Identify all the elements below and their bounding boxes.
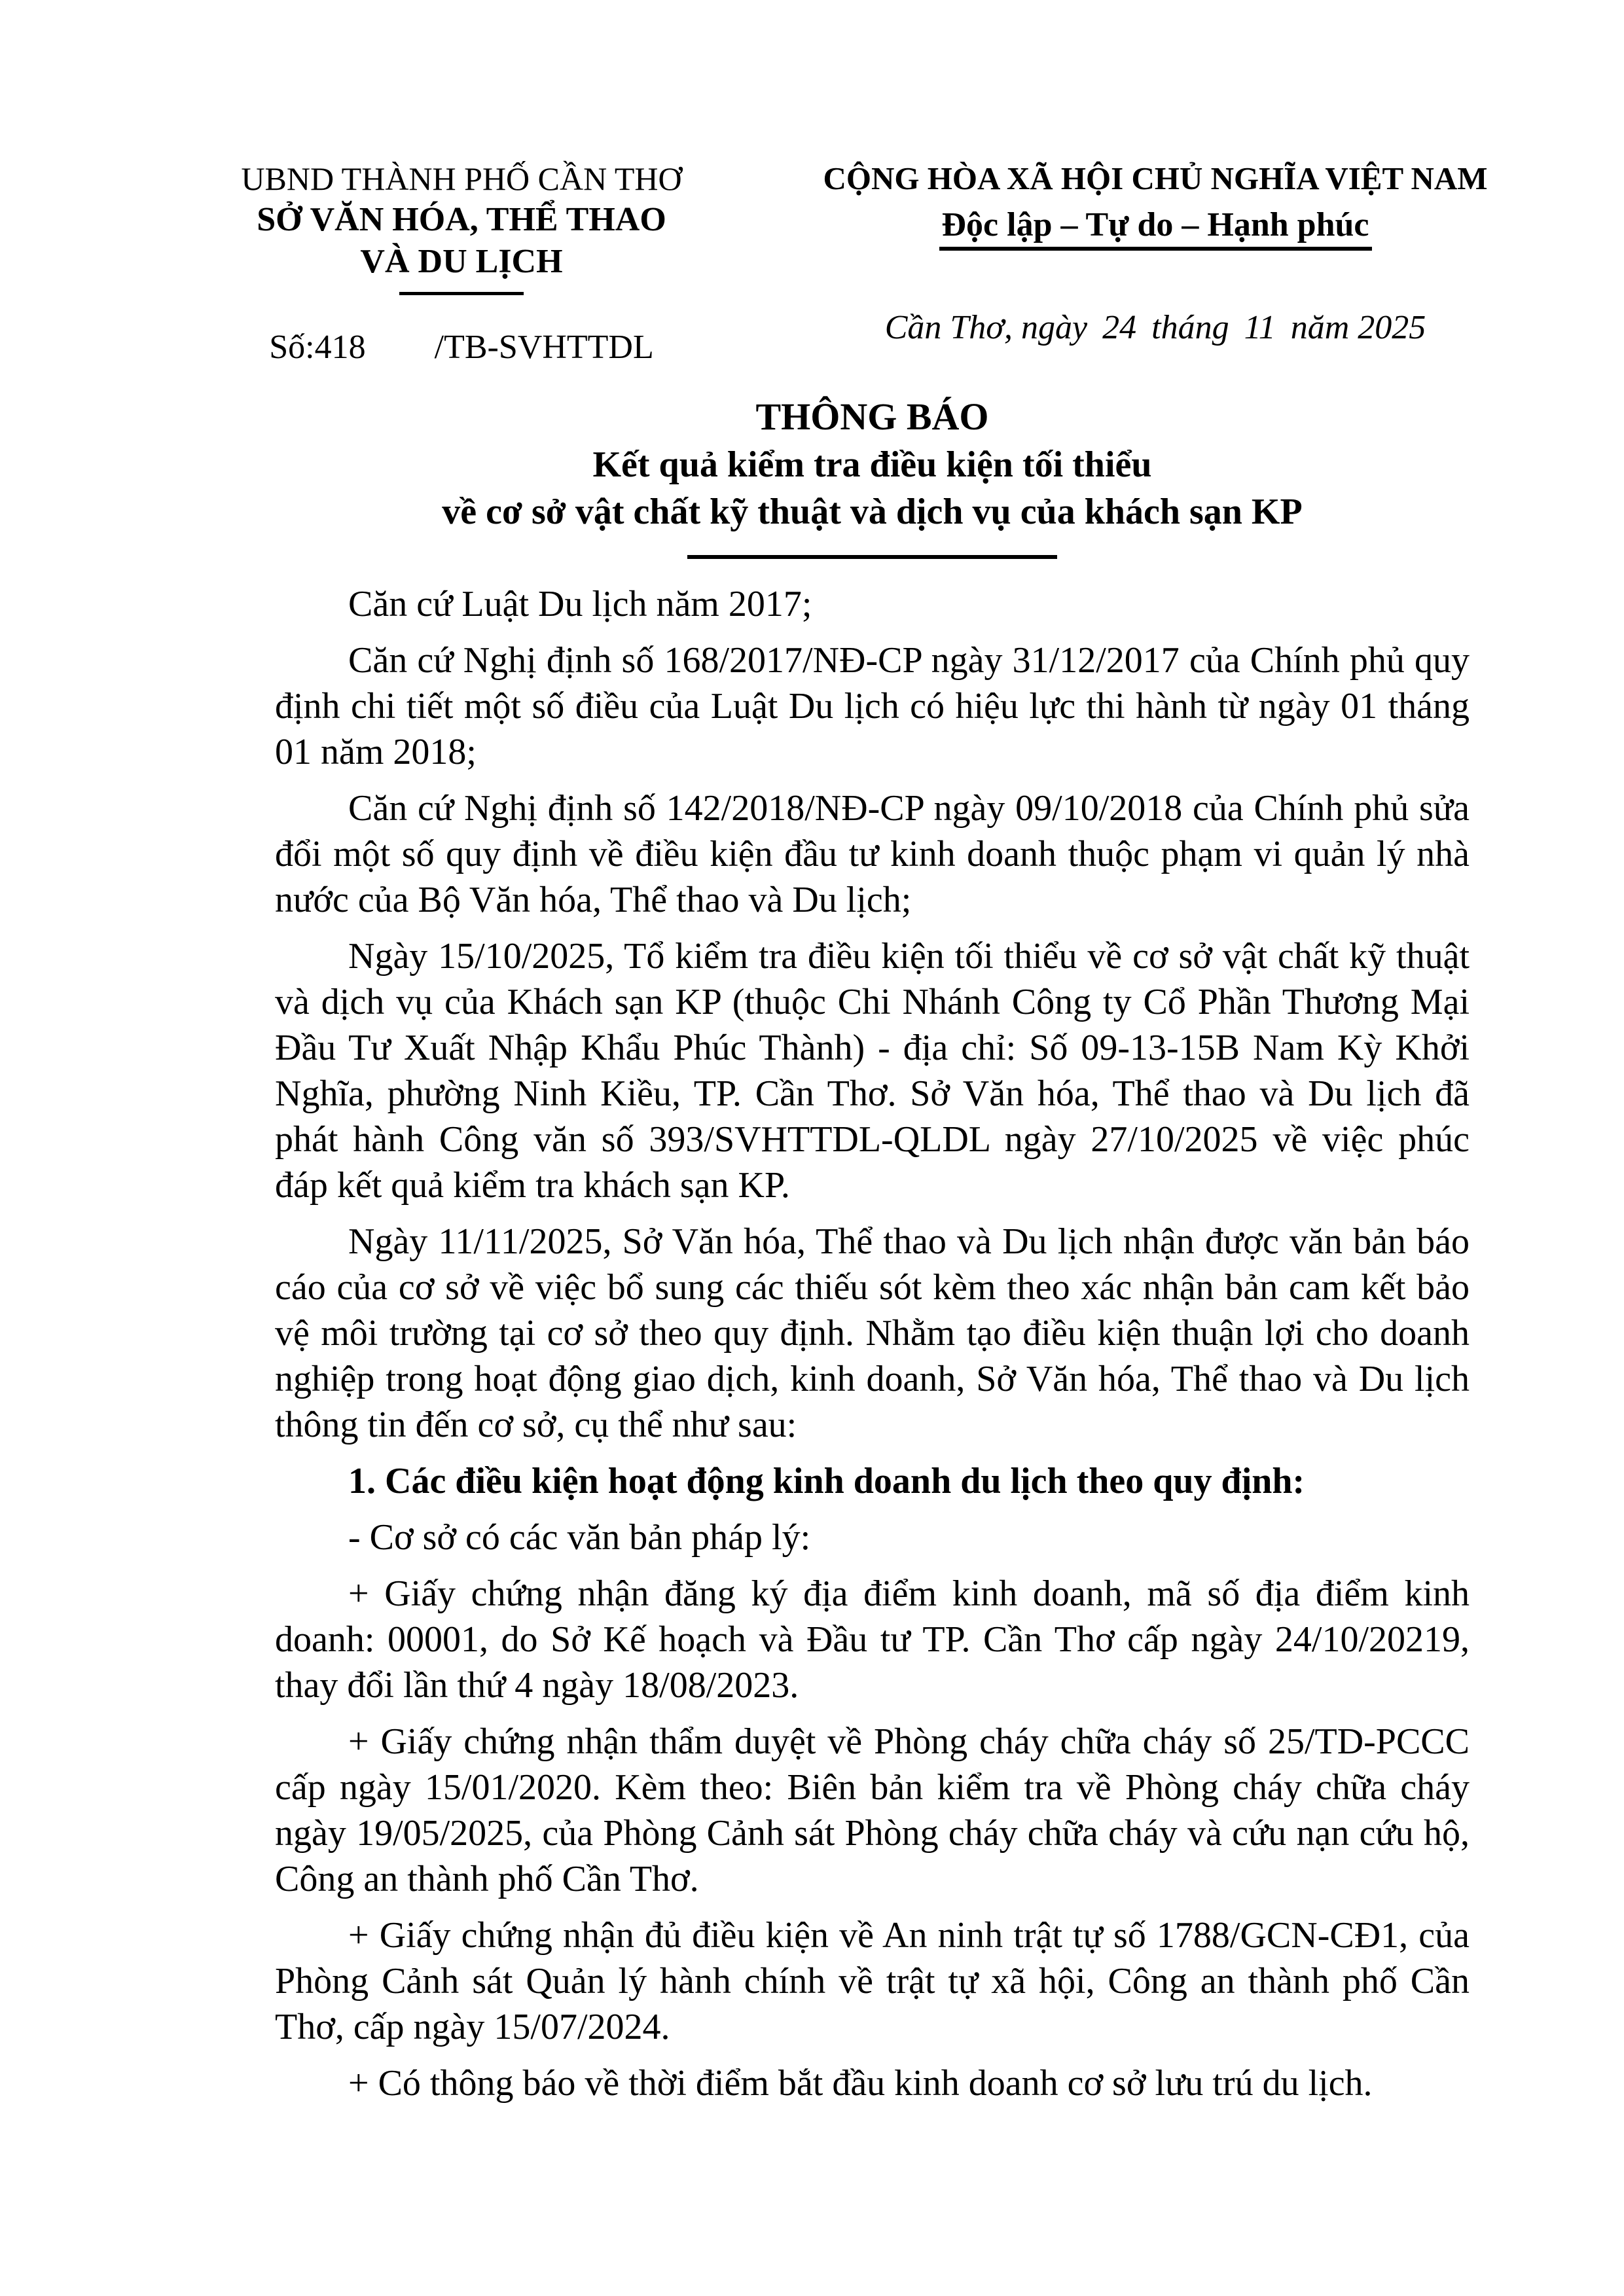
body-paragraph: Căn cứ Luật Du lịch năm 2017; <box>348 584 812 624</box>
date-suffix: năm 2025 <box>1290 309 1426 346</box>
agency-name-line1: SỞ VĂN HÓA, THỂ THAO <box>257 201 666 238</box>
title-underline-rule <box>687 555 1057 559</box>
document-header <box>0 0 1624 367</box>
body-section-heading: 1. Các điều kiện hoạt động kinh doanh du lịch theo quy định: <box>348 1461 1305 1501</box>
document-symbol: /TB-SVHTTDL <box>434 329 654 366</box>
document-number: Số:418 <box>269 329 366 366</box>
body-paragraph: - Cơ sở có các văn bản pháp lý: <box>348 1517 811 1558</box>
document-title-block <box>275 393 1470 559</box>
document-subject-line1: Kết quả kiểm tra điều kiện tối thiểu <box>592 444 1152 485</box>
date-day: 24 <box>1102 309 1137 346</box>
document-subject-line2: về cơ sở vật chất kỹ thuật và dịch vụ của khách sạn KP <box>442 492 1303 532</box>
document-body <box>275 581 1470 2106</box>
body-paragraph: + Giấy chứng nhận thẩm duyệt về Phòng cháy chữa cháy số 25/TD-PCCC cấp ngày 15/01/2020. Kèm theo: Biên bản kiểm tra về Phòng cháy chữa cháy ngày 19/05/2025, của Phòng Cảnh sát Phòng cháy chữa cháy và cứu nạn cứu hộ, Công an thành phố Cần Thơ. <box>275 1721 1470 1899</box>
agency-underline-rule <box>399 292 524 295</box>
body-paragraph: + Giấy chứng nhận đăng ký địa điểm kinh doanh, mã số địa điểm kinh doanh: 00001, do Sở Kế hoạch và Đầu tư TP. Cần Thơ cấp ngày 24/10/20219, thay đổi lần thứ 4 ngày 18/08/2023. <box>275 1573 1470 1706</box>
issuing-agency-block <box>183 158 740 367</box>
body-paragraph: + Giấy chứng nhận đủ điều kiện về An ninh trật tự số 1788/GCN-CĐ1, của Phòng Cảnh sát Quản lý hành chính về trật tự xã hội, Công an thành phố Cần Thơ, cấp ngày 15/07/2024. <box>275 1915 1470 2047</box>
place-date-line <box>759 308 1551 347</box>
date-month: 11 <box>1244 309 1276 346</box>
body-paragraph: Ngày 15/10/2025, Tổ kiểm tra điều kiện tối thiểu về cơ sở vật chất kỹ thuật và dịch vụ của Khách sạn KP (thuộc Chi Nhánh Công ty Cổ Phần Thương Mại Đầu Tư Xuất Nhập Khẩu Phúc Thành) - địa chỉ: Số 09-13-15B Nam Kỳ Khởi Nghĩa, phường Ninh Kiều, TP. Cần Thơ. Sở Văn hóa, Thể thao và Du lịch đã phát hành Công văn số 393/SVHTTDL-QLDL ngày 27/10/2025 về việc phúc đáp kết quả kiểm tra khách sạn KP. <box>275 936 1470 1206</box>
body-paragraph: Ngày 11/11/2025, Sở Văn hóa, Thể thao và Du lịch nhận được văn bản báo cáo của cơ sở về việc bổ sung các thiếu sót kèm theo xác nhận bản cam kết bảo vệ môi trường tại cơ sở theo quy định. Nhằm tạo điều kiện thuận lợi cho doanh nghiệp trong hoạt động giao dịch, kinh doanh, Sở Văn hóa, Thể thao và Du lịch thông tin đến cơ sở, cụ thể như sau: <box>275 1221 1470 1445</box>
date-prefix: Cần Thơ, ngày <box>884 309 1088 346</box>
national-heading-block <box>759 158 1551 347</box>
body-paragraph: + Có thông báo về thời điểm bắt đầu kinh doanh cơ sở lưu trú du lịch. <box>348 2063 1373 2104</box>
agency-name-line2: VÀ DU LỊCH <box>360 243 563 280</box>
body-paragraph: Căn cứ Nghị định số 168/2017/NĐ-CP ngày 31/12/2017 của Chính phủ quy định chi tiết một số điều của Luật Du lịch có hiệu lực thi hành từ ngày 01 tháng 01 năm 2018; <box>275 640 1470 772</box>
document-type-title: THÔNG BÁO <box>755 395 989 438</box>
date-mid: tháng <box>1151 309 1229 346</box>
national-motto: Độc lập – Tự do – Hạnh phúc <box>939 206 1372 251</box>
national-title: CỘNG HÒA XÃ HỘI CHỦ NGHĨA VIỆT NAM <box>823 160 1488 196</box>
document-number-line <box>183 328 740 367</box>
parent-agency-name: UBND THÀNH PHỐ CẦN THƠ <box>241 160 682 197</box>
body-paragraph: Căn cứ Nghị định số 142/2018/NĐ-CP ngày 09/10/2018 của Chính phủ sửa đổi một số quy định về điều kiện đầu tư kinh doanh thuộc phạm vi quản lý nhà nước của Bộ Văn hóa, Thể thao và Du lịch; <box>275 788 1470 920</box>
